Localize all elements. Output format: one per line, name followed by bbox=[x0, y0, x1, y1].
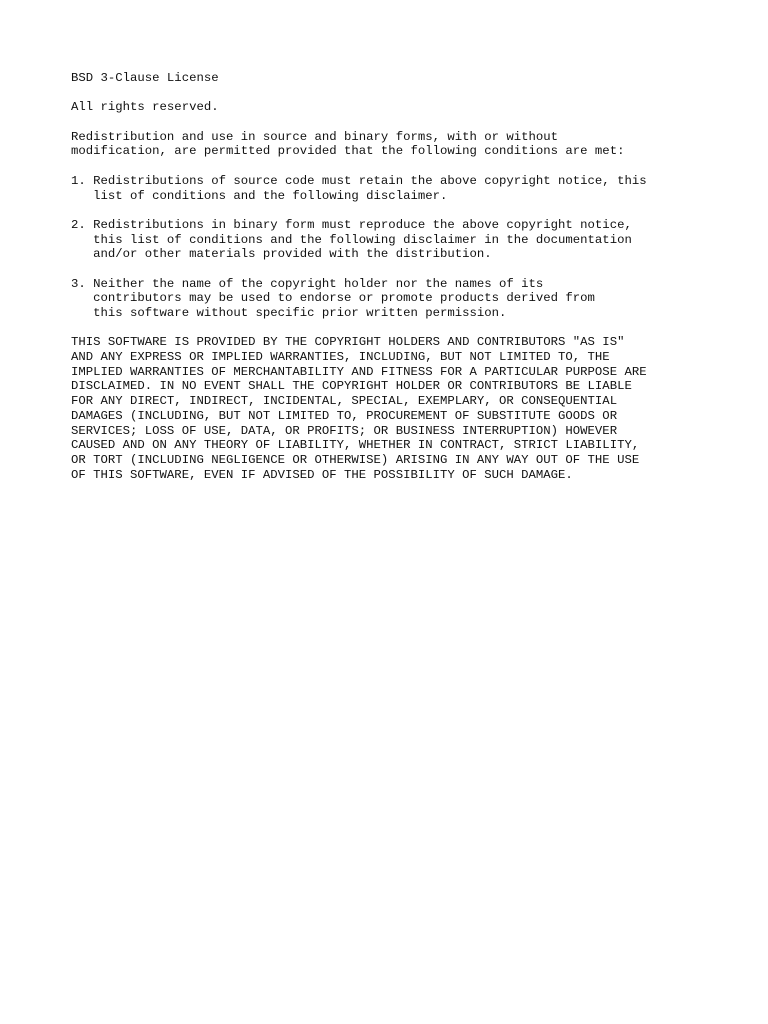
disclaimer-line: DISCLAIMED. IN NO EVENT SHALL THE COPYRIGHT HOLDER OR CONTRIBUTORS BE LIABLE bbox=[71, 379, 632, 394]
disclaimer-line: DAMAGES (INCLUDING, BUT NOT LIMITED TO, PROCUREMENT OF SUBSTITUTE GOODS OR bbox=[71, 408, 618, 423]
blank-line bbox=[71, 262, 731, 277]
disclaimer-line: THIS SOFTWARE IS PROVIDED BY THE COPYRIGHT HOLDERS AND CONTRIBUTORS "AS IS" bbox=[71, 335, 625, 350]
disclaimer-line: SERVICES; LOSS OF USE, DATA, OR PROFITS; OR BUSINESS INTERRUPTION) HOWEVER bbox=[71, 423, 618, 438]
intro-line: modification, are permitted provided that the following conditions are met: bbox=[71, 144, 625, 159]
condition-line: this software without specific prior written permission. bbox=[71, 306, 507, 320]
disclaimer-line: AND ANY EXPRESS OR IMPLIED WARRANTIES, INCLUDING, BUT NOT LIMITED TO, THE bbox=[71, 350, 610, 365]
intro-line: Redistribution and use in source and binary forms, with or without bbox=[71, 129, 559, 144]
blank-line bbox=[71, 159, 731, 174]
condition-line: 1. Redistributions of source code must retain the above copyright notice, this bbox=[71, 173, 647, 188]
condition-3 bbox=[71, 277, 731, 321]
blank-line bbox=[71, 115, 731, 130]
license-document bbox=[71, 71, 731, 482]
condition-line: list of conditions and the following disclaimer. bbox=[71, 188, 448, 203]
disclaimer-line: FOR ANY DIRECT, INDIRECT, INCIDENTAL, SPECIAL, EXEMPLARY, OR CONSEQUENTIAL bbox=[71, 394, 618, 409]
condition-1 bbox=[71, 174, 731, 203]
condition-2 bbox=[71, 218, 731, 262]
disclaimer-line: CAUSED AND ON ANY THEORY OF LIABILITY, WHETHER IN CONTRACT, STRICT LIABILITY, bbox=[71, 438, 640, 453]
intro-paragraph bbox=[71, 130, 731, 159]
license-title: BSD 3-Clause License bbox=[71, 71, 219, 85]
condition-line: 3. Neither the name of the copyright holder nor the names of its bbox=[71, 276, 544, 291]
blank-line bbox=[71, 203, 731, 218]
disclaimer-line: IMPLIED WARRANTIES OF MERCHANTABILITY AND FITNESS FOR A PARTICULAR PURPOSE ARE bbox=[71, 364, 647, 379]
blank-line bbox=[71, 86, 731, 101]
condition-line: 2. Redistributions in binary form must reproduce the above copyright notice, bbox=[71, 217, 632, 232]
disclaimer-paragraph bbox=[71, 335, 731, 482]
condition-line: this list of conditions and the following disclaimer in the documentation bbox=[71, 232, 632, 247]
disclaimer-line: OF THIS SOFTWARE, EVEN IF ADVISED OF THE POSSIBILITY OF SUCH DAMAGE. bbox=[71, 467, 573, 482]
condition-line: contributors may be used to endorse or promote products derived from bbox=[71, 291, 595, 306]
condition-line: and/or other materials provided with the distribution. bbox=[71, 247, 492, 262]
disclaimer-line: OR TORT (INCLUDING NEGLIGENCE OR OTHERWISE) ARISING IN ANY WAY OUT OF THE USE bbox=[71, 452, 640, 467]
blank-line bbox=[71, 321, 731, 336]
rights-line: All rights reserved. bbox=[71, 100, 219, 115]
